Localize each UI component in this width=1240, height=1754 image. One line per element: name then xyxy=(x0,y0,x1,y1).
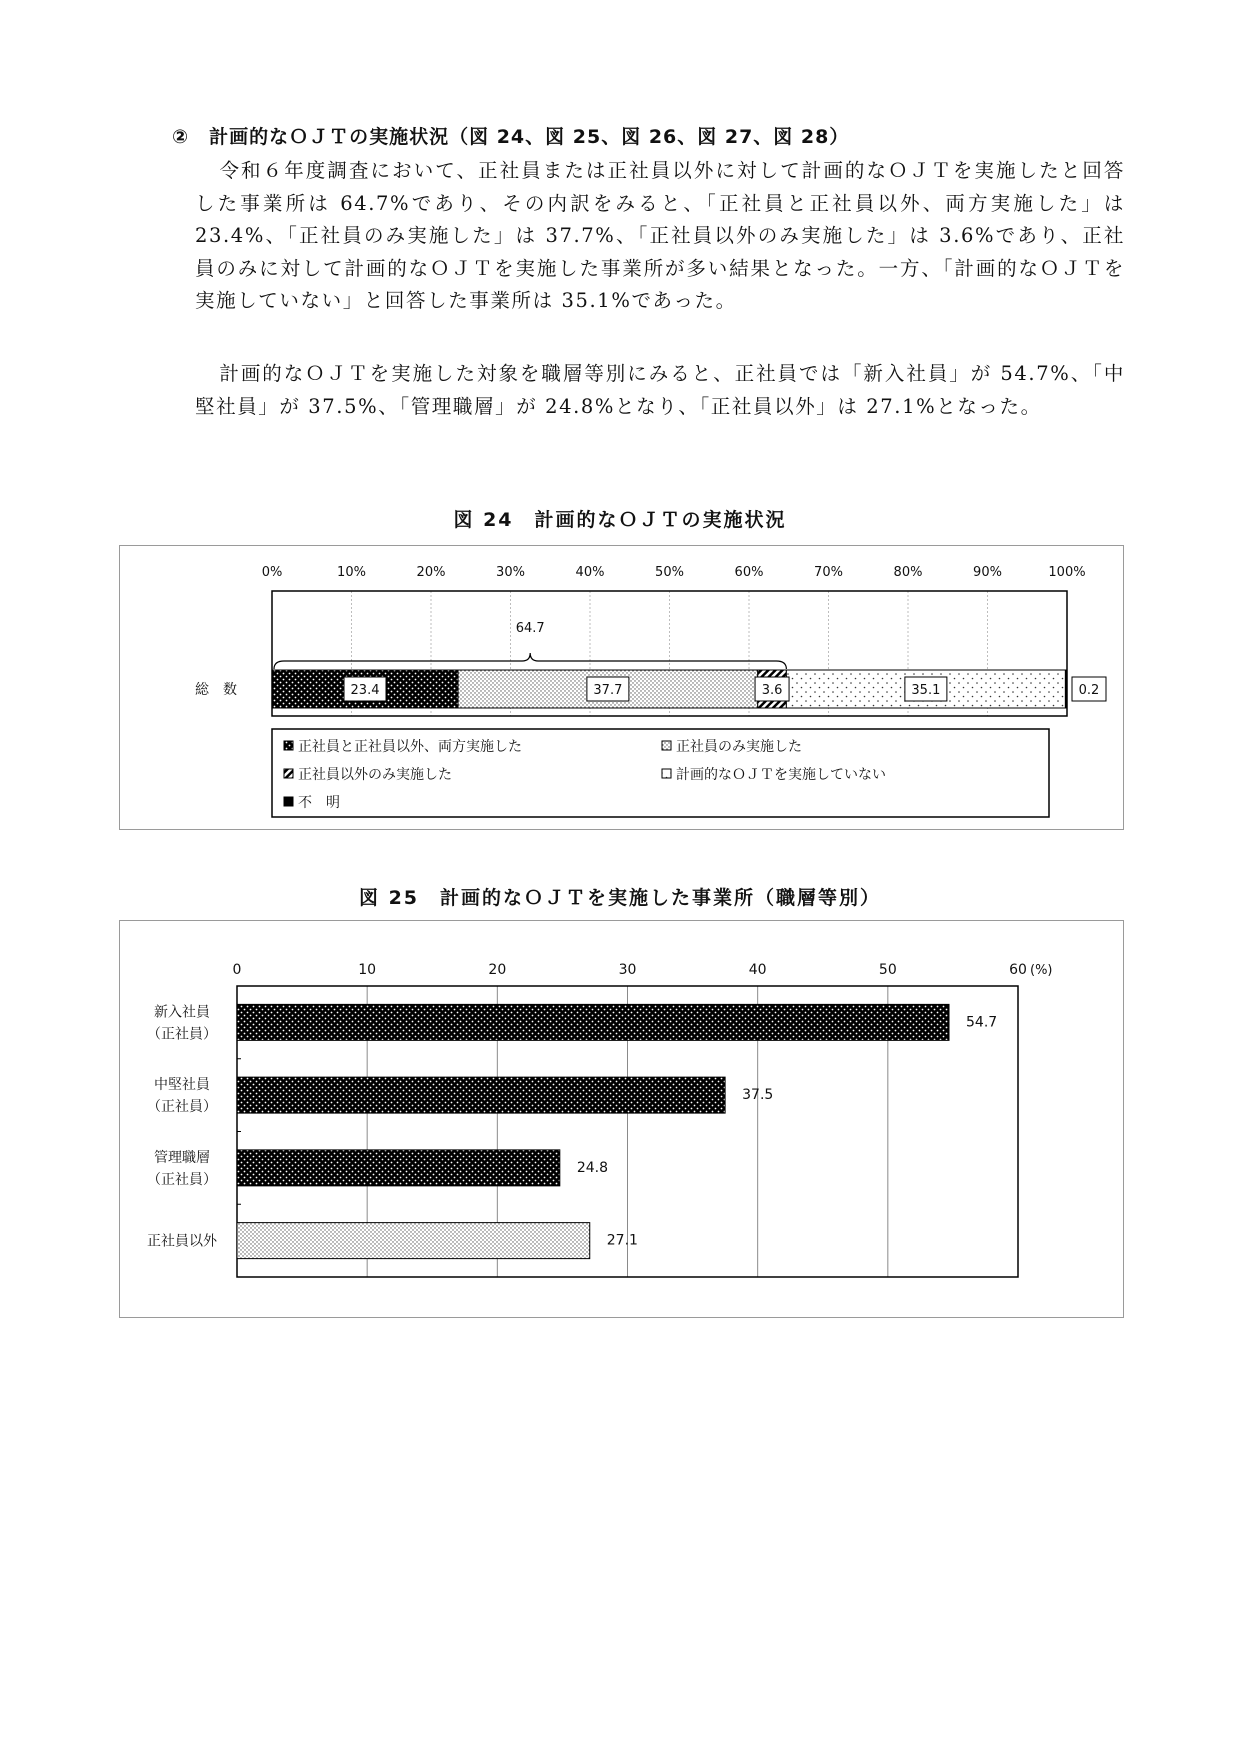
x-tick-label: 60 xyxy=(1009,962,1027,978)
figure-25-frame xyxy=(119,920,1124,1318)
figure-24-title: 図 24 計画的なＯＪＴの実施状況 xyxy=(453,509,787,531)
legend-label: 正社員と正社員以外、両方実施した xyxy=(298,739,522,755)
x-tick-label: 20% xyxy=(416,565,446,580)
bar xyxy=(237,1077,725,1113)
x-tick-label: 100% xyxy=(1048,565,1086,580)
x-tick-label: 0% xyxy=(261,565,283,580)
figure-25-title: 図 25 計画的なＯＪＴを実施した事業所（職層等別） xyxy=(358,887,882,909)
x-tick-label: 20 xyxy=(488,962,507,978)
legend-swatch xyxy=(284,769,293,778)
value-label: 27.1 xyxy=(606,1232,638,1249)
paragraph-2-text: 計画的なＯＪＴを実施した対象を職層等別にみると、正社員では「新入社員」が 54.7%、「中堅社員」が 37.5%、「管理職層」が 24.8%となり、「正社員以外」は 27.1%となった。 xyxy=(195,362,1125,418)
figure-25-chart xyxy=(120,921,1123,1317)
category-label: （正社員） xyxy=(147,1026,217,1043)
bracket-label: 64.7 xyxy=(515,621,545,636)
category-label: （正社員） xyxy=(147,1099,217,1116)
x-tick-label: 80% xyxy=(893,565,923,580)
x-tick-label: 90% xyxy=(973,565,1002,580)
bar-segment xyxy=(1065,670,1067,708)
legend-swatch xyxy=(284,797,293,806)
bar xyxy=(237,1004,949,1040)
x-tick-label: 40% xyxy=(575,565,605,580)
x-tick-label: 50% xyxy=(655,565,684,580)
x-tick-label: 40 xyxy=(748,962,767,978)
value-label: 37.7 xyxy=(593,683,623,698)
bracket-64-7 xyxy=(274,653,786,669)
category-label: 管理職層 xyxy=(154,1149,210,1166)
category-label: （正社員） xyxy=(147,1171,217,1188)
figure-24-frame xyxy=(119,545,1124,830)
paragraph-1 xyxy=(195,155,1125,318)
category-label: 中堅社員 xyxy=(154,1077,210,1094)
x-tick-label: 10% xyxy=(337,565,366,580)
x-tick-label: 30 xyxy=(618,962,637,978)
value-label: 37.5 xyxy=(742,1087,774,1104)
x-tick-label: 50 xyxy=(878,962,897,978)
legend-label: 正社員以外のみ実施した xyxy=(298,767,452,783)
x-tick-label: 30% xyxy=(496,565,525,580)
category-label: 新入社員 xyxy=(154,1004,210,1021)
value-label: 3.6 xyxy=(761,683,783,698)
value-label: 24.8 xyxy=(576,1159,608,1176)
legend-swatch xyxy=(284,741,293,750)
x-tick-label: 0 xyxy=(232,962,242,978)
section-title: ② 計画的なＯＪＴの実施状況（図 24、図 25、図 26、図 27、図 28） xyxy=(172,126,850,148)
legend-label: 不 明 xyxy=(298,795,340,811)
x-tick-label: 70% xyxy=(814,565,843,580)
legend-label: 計画的なＯＪＴを実施していない xyxy=(676,767,886,783)
legend-swatch xyxy=(662,741,671,750)
legend-label: 正社員のみ実施した xyxy=(676,739,802,755)
paragraph-2 xyxy=(195,358,1125,423)
value-label: 35.1 xyxy=(911,683,941,698)
paragraph-1-text: 令和６年度調査において、正社員または正社員以外に対して計画的なＯＪＴを実施したと回答した事業所は 64.7%であり、その内訳をみると、「正社員と正社員以外、両方実施した」は 23.4%、「正社員のみ実施した」は 37.7%、「正社員以外のみ実施した」は 3.6%であり、正社員のみに対して計画的なＯＪＴを実施した事業所が多い結果となった。一方、「計画的なＯＪＴを実施していない」と回答した事業所は 35.1%であった。 xyxy=(195,159,1125,312)
x-tick-label: 60% xyxy=(734,565,764,580)
value-label: 54.7 xyxy=(966,1014,998,1031)
value-label: 0.2 xyxy=(1078,683,1100,698)
bar xyxy=(237,1150,560,1186)
legend-swatch xyxy=(662,769,671,778)
figure-24-chart xyxy=(120,546,1123,829)
value-label: 23.4 xyxy=(350,683,380,698)
category-label: 正社員以外 xyxy=(147,1233,217,1250)
x-unit-label: (%) xyxy=(1030,963,1053,978)
bar xyxy=(237,1223,590,1259)
category-label: 総 数 xyxy=(195,682,237,698)
x-tick-label: 10 xyxy=(358,962,377,978)
